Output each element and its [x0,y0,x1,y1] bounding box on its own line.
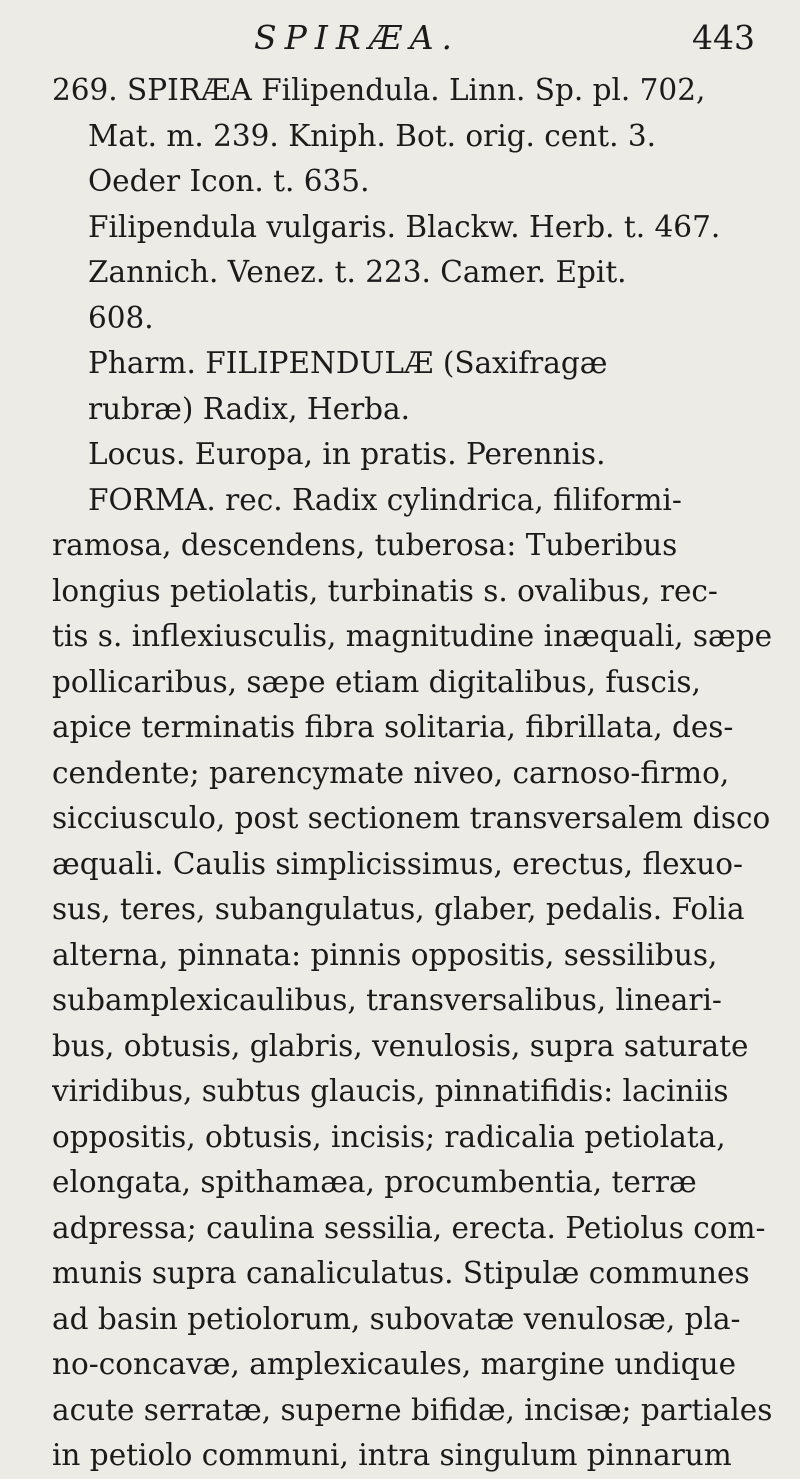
text-line: sus, teres, subangulatus, glaber, pedalis. Folia [52,892,745,926]
text-line: Pharm. FILIPENDULÆ (Saxifragæ [88,346,608,380]
text-line: Oeder Icon. t. 635. [88,164,370,198]
text-line: longius petiolatis, turbinatis s. ovalibus, rec- [52,573,718,608]
text-line: 608. [88,300,154,335]
text-line: æquali. Caulis simplicissimus, erectus, flexuo- [52,846,743,881]
text-line: apice terminatis fibra solitaria, fibrillata, des- [52,710,734,744]
botanical-entry [52,68,772,1479]
text-line: cendente; parencymate niveo, carnoso-firmo, [52,755,730,790]
text-line: FORMA. rec. Radix cylindrica, filiformi- [88,482,682,517]
page-number: 443 [692,18,755,57]
text-line: Filipendula vulgaris. Blackw. Herb. t. 467. [88,209,721,244]
text-line: adpressa; caulina sessilia, erecta. Petiolus com- [52,1210,766,1245]
text-line: rubræ) Radix, Herba. [88,391,411,426]
text-line: alterna, pinnata: pinnis oppositis, sessilibus, [52,937,718,972]
text-line: 269. SPIRÆA Filipendula. Linn. Sp. pl. 702, [52,73,706,107]
text-line: in petiolo communi, intra singulum pinnarum [52,1438,732,1472]
text-line: tis s. inflexiusculis, magnitudine inæquali, sæpe [52,619,772,653]
text-line: subamplexicaulibus, transversalibus, lineari- [52,983,722,1017]
text-line: sicciusculo, post sectionem transversalem disco [52,801,771,835]
text-line: elongata, spithamæa, procumbentia, terræ [52,1165,697,1199]
text-line: munis supra canaliculatus. Stipulæ communes [52,1256,750,1290]
running-head [0,14,800,64]
text-line: bus, obtusis, glabris, venulosis, supra saturate [52,1028,749,1063]
text-line: Zannich. Venez. t. 223. Camer. Epit. [88,255,627,289]
text-line: viridibus, subtus glaucis, pinnatifidis: laciniis [52,1074,729,1108]
text-line: Locus. Europa, in pratis. Perennis. [88,437,606,471]
text-line: Mat. m. 239. Kniph. Bot. orig. cent. 3. [88,118,657,153]
text-line: acute serratæ, superne bifidæ, incisæ; partiales [52,1392,772,1427]
text-line: pollicaribus, sæpe etiam digitalibus, fuscis, [52,664,701,699]
text-line: no-concavæ, amplexicaules, margine undique [52,1347,737,1381]
text-line: ramosa, descendens, tuberosa: Tuberibus [52,528,678,562]
text-line: oppositis, obtusis, incisis; radicalia petiolata, [52,1119,726,1154]
text-line: ad basin petiolorum, subovatæ venulosæ, pla- [52,1301,741,1336]
running-title: SPIRÆA. [254,18,461,57]
